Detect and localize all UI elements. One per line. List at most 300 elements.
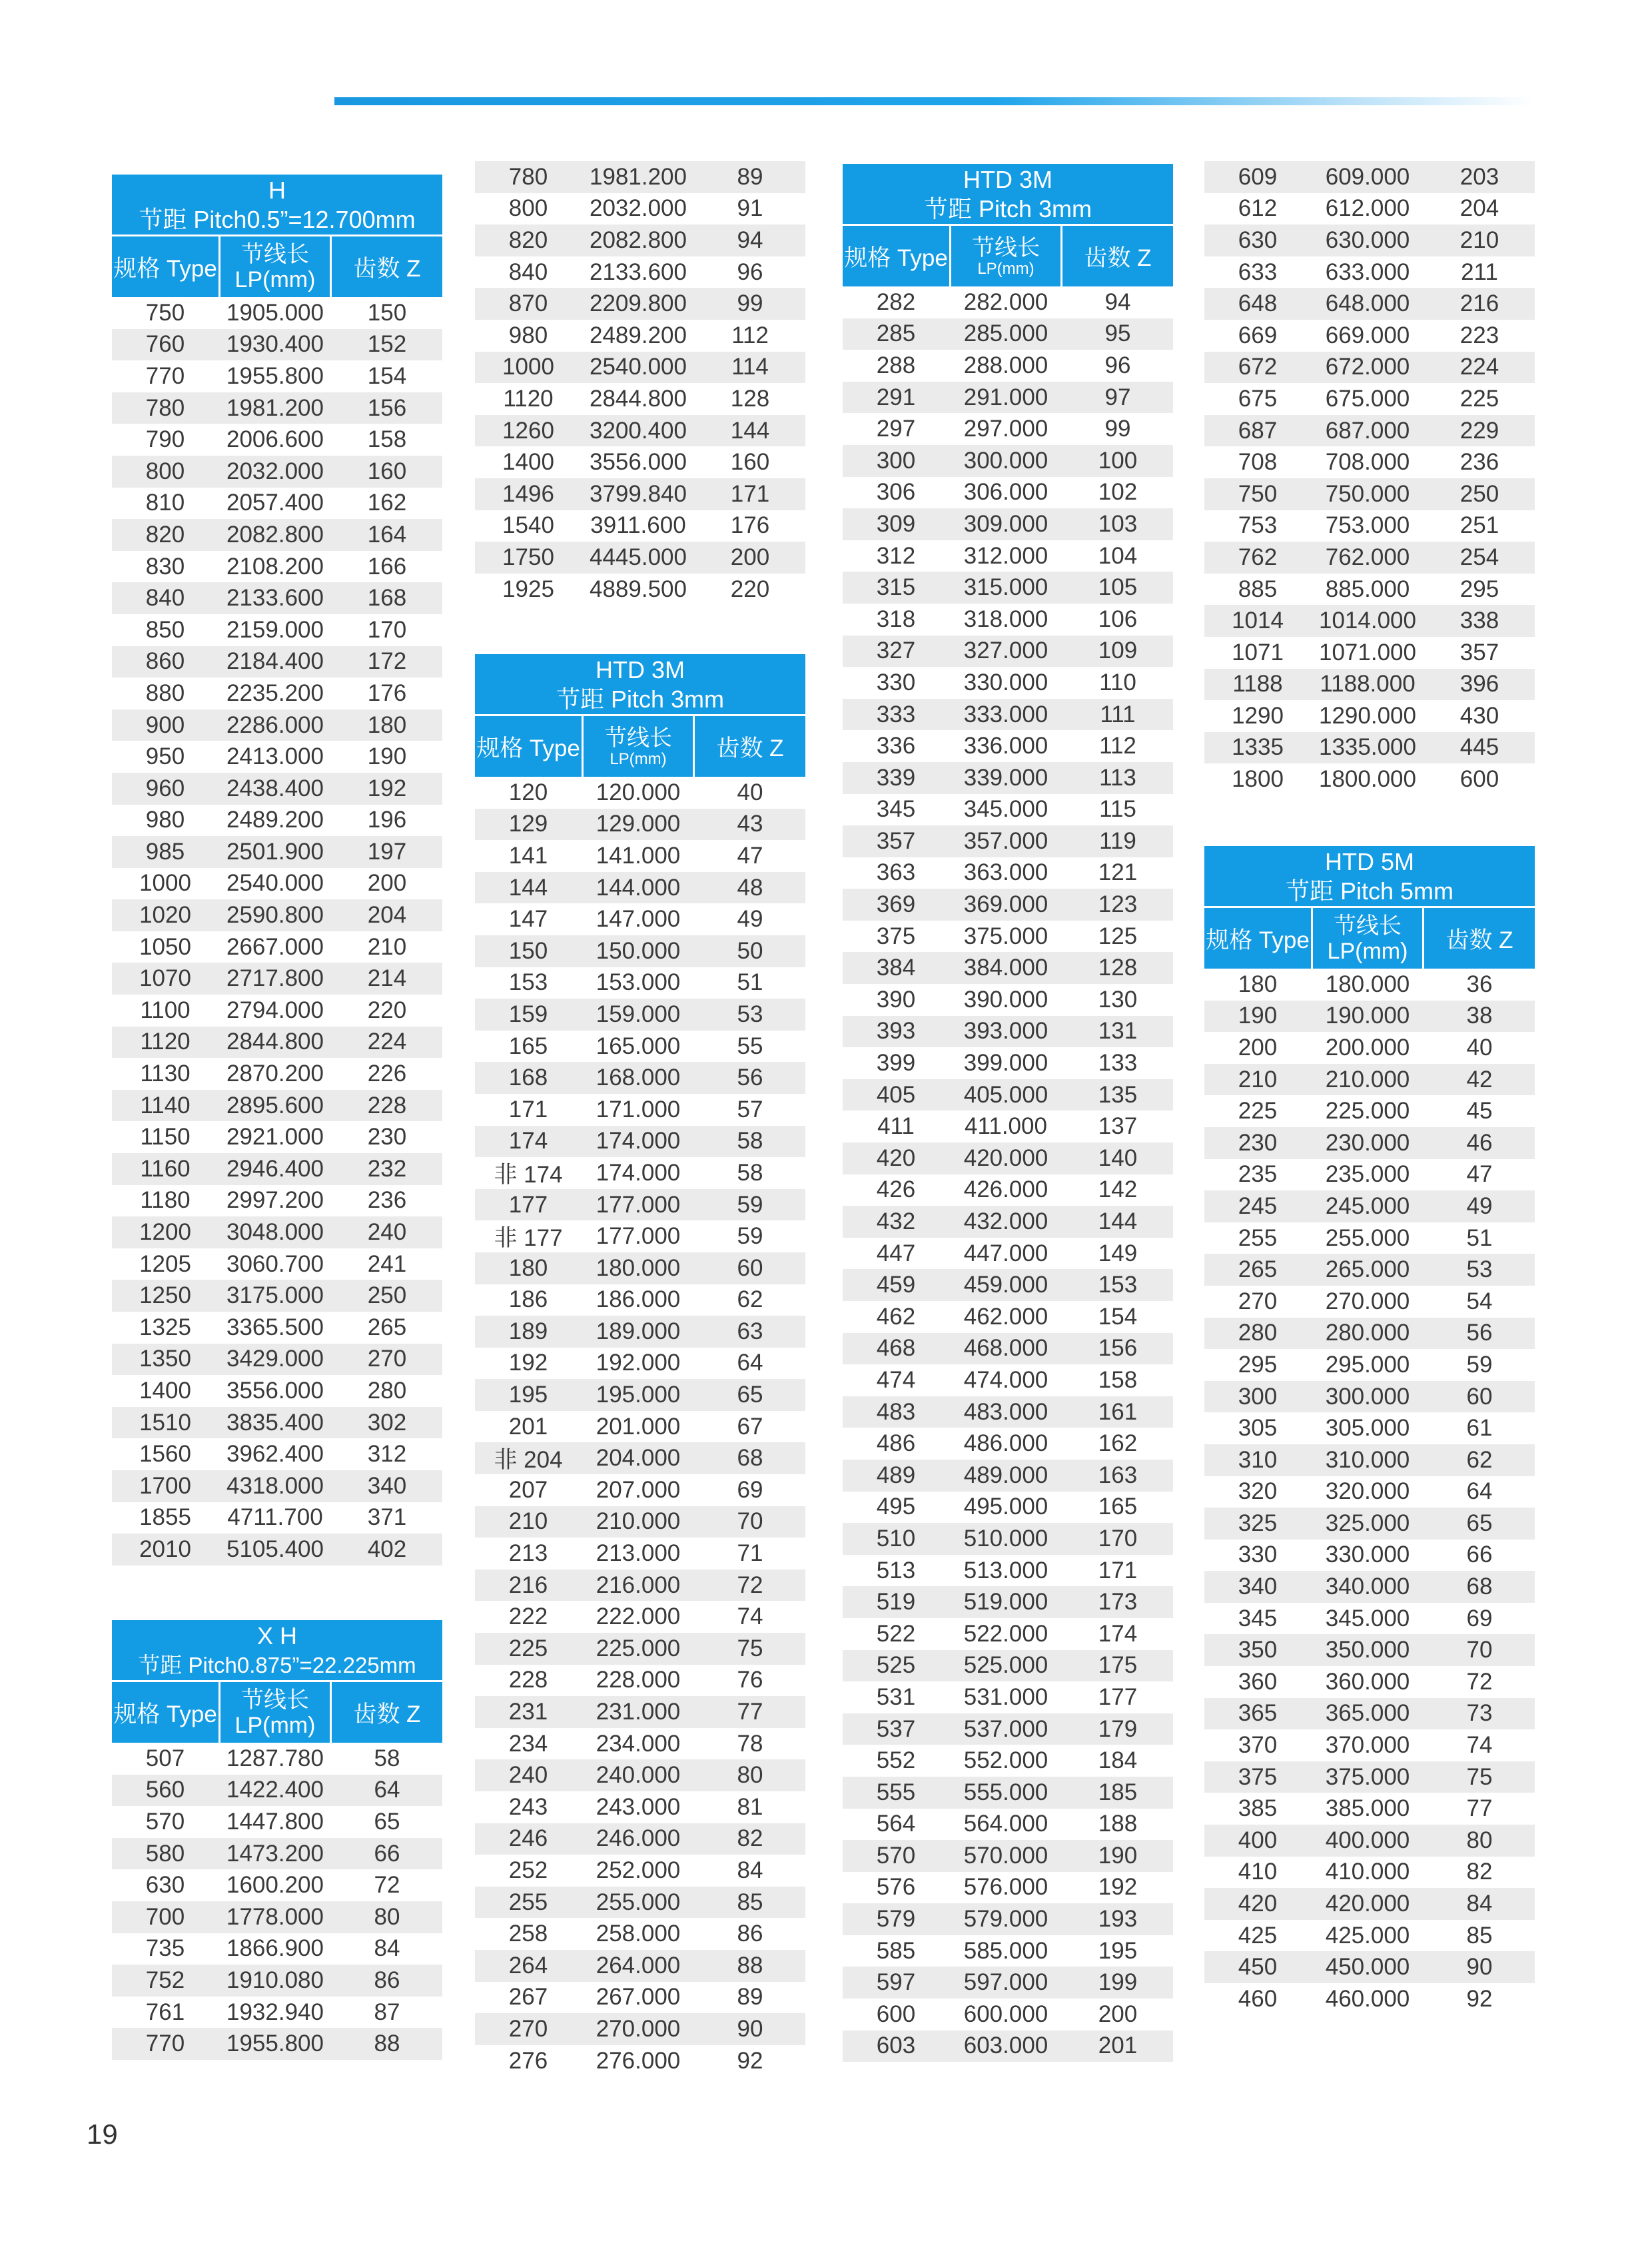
cell-type: 291 bbox=[876, 384, 916, 410]
cell-lp: 1071.000 bbox=[1319, 639, 1416, 666]
table-row bbox=[475, 256, 805, 288]
table-row bbox=[1204, 1222, 1535, 1254]
cell-teeth: 230 bbox=[367, 1124, 407, 1150]
cell-teeth: 600 bbox=[1459, 766, 1499, 793]
cell-teeth: 97 bbox=[1104, 384, 1131, 410]
cell-teeth: 396 bbox=[1459, 671, 1499, 697]
table-row bbox=[475, 446, 805, 478]
cell-type: 390 bbox=[876, 986, 916, 1013]
cell-type: 489 bbox=[876, 1462, 916, 1488]
cell-type: 309 bbox=[876, 510, 916, 537]
table-row bbox=[1204, 1412, 1535, 1444]
cell-type: 1160 bbox=[140, 1155, 191, 1182]
cell-type: 234 bbox=[508, 1730, 548, 1757]
table-row bbox=[112, 836, 442, 868]
cell-teeth: 38 bbox=[1466, 1003, 1493, 1029]
table-row bbox=[1204, 1381, 1535, 1413]
cell-type: 300 bbox=[876, 447, 916, 474]
cell-lp: 300.000 bbox=[963, 447, 1048, 474]
cell-type: 1130 bbox=[140, 1061, 191, 1087]
cell-teeth: 59 bbox=[737, 1191, 763, 1218]
col-header-teeth: 齿数 Z bbox=[1084, 244, 1152, 271]
cell-lp: 2108.200 bbox=[226, 553, 324, 580]
table-title: HTD 3M bbox=[843, 164, 1173, 195]
cell-teeth: 100 bbox=[1098, 447, 1138, 474]
cell-teeth: 113 bbox=[1099, 764, 1136, 791]
cell-teeth: 66 bbox=[374, 1840, 400, 1867]
cell-lp: 2057.400 bbox=[226, 490, 324, 516]
table-row bbox=[1204, 542, 1535, 574]
col-header-teeth: 齿数 Z bbox=[353, 1701, 421, 1727]
cell-type: 282 bbox=[876, 288, 916, 315]
cell-type: 1140 bbox=[140, 1092, 191, 1119]
cell-type: 325 bbox=[1238, 1510, 1278, 1536]
table-row bbox=[843, 857, 1173, 889]
cell-lp: 495.000 bbox=[963, 1494, 1048, 1520]
table-row bbox=[475, 2013, 805, 2045]
table-row bbox=[475, 542, 805, 574]
cell-type: 753 bbox=[1238, 512, 1278, 539]
cell-teeth: 190 bbox=[367, 743, 407, 770]
cell-lp: 2006.600 bbox=[226, 426, 324, 453]
table-row bbox=[475, 967, 805, 999]
table-row bbox=[475, 1950, 805, 1982]
cell-type: 363 bbox=[876, 859, 916, 886]
cell-lp: 633.000 bbox=[1325, 258, 1410, 285]
cell-lp: 2590.800 bbox=[226, 902, 324, 929]
cell-lp: 180.000 bbox=[596, 1254, 681, 1281]
cell-lp: 648.000 bbox=[1325, 290, 1410, 317]
cell-lp: 1981.200 bbox=[226, 394, 324, 421]
cell-type: 305 bbox=[1238, 1415, 1278, 1442]
table-title: H bbox=[112, 175, 442, 205]
table-row bbox=[475, 935, 805, 967]
cell-type: 576 bbox=[876, 1874, 916, 1901]
cell-teeth: 210 bbox=[367, 933, 407, 960]
table-row bbox=[475, 320, 805, 352]
cell-type: 537 bbox=[876, 1715, 916, 1742]
cell-type: 770 bbox=[145, 2030, 185, 2057]
cell-type: 288 bbox=[876, 352, 916, 378]
cell-lp: 885.000 bbox=[1325, 576, 1410, 602]
cell-lp: 285.000 bbox=[963, 320, 1048, 347]
cell-teeth: 59 bbox=[737, 1223, 763, 1250]
cell-type: 330 bbox=[876, 669, 916, 695]
cell-teeth: 121 bbox=[1098, 859, 1138, 886]
table-row bbox=[1204, 700, 1535, 732]
table-row bbox=[1204, 352, 1535, 384]
table-row bbox=[1204, 1857, 1535, 1889]
col-header-lp-top: 节线长 bbox=[1334, 913, 1402, 939]
cell-type: 597 bbox=[876, 1969, 916, 1996]
cell-teeth: 228 bbox=[367, 1092, 407, 1119]
table-row bbox=[843, 1364, 1173, 1396]
table-row bbox=[1204, 1064, 1535, 1096]
table-htd3m-a bbox=[475, 654, 805, 2076]
table-row bbox=[1204, 669, 1535, 701]
cell-teeth: 190 bbox=[1098, 1842, 1138, 1869]
cell-lp: 174.000 bbox=[596, 1159, 681, 1186]
col-header-type: 规格 Type bbox=[844, 244, 948, 271]
cell-type: 144 bbox=[508, 874, 548, 901]
cell-teeth: 87 bbox=[374, 1999, 400, 2025]
cell-teeth: 185 bbox=[1098, 1779, 1138, 1805]
cell-teeth: 74 bbox=[737, 1603, 763, 1630]
table-row bbox=[843, 1713, 1173, 1745]
cell-teeth: 49 bbox=[737, 906, 763, 933]
cell-teeth: 51 bbox=[737, 969, 763, 996]
cell-type: 270 bbox=[1238, 1288, 1278, 1314]
cell-type: 410 bbox=[1238, 1859, 1278, 1885]
cell-lp: 245.000 bbox=[1325, 1192, 1410, 1219]
cell-lp: 609.000 bbox=[1325, 163, 1410, 190]
table-row bbox=[1204, 574, 1535, 606]
cell-teeth: 128 bbox=[730, 385, 770, 412]
cell-type: 147 bbox=[508, 906, 548, 933]
cell-type: 840 bbox=[145, 585, 185, 612]
cell-lp: 333.000 bbox=[963, 701, 1048, 727]
cell-type: 570 bbox=[876, 1842, 916, 1869]
cell-teeth: 280 bbox=[367, 1377, 407, 1404]
table-row bbox=[843, 762, 1173, 794]
cell-teeth: 77 bbox=[737, 1699, 763, 1725]
cell-type: 1205 bbox=[139, 1250, 191, 1277]
cell-teeth: 250 bbox=[367, 1282, 407, 1309]
cell-lp: 1290.000 bbox=[1319, 702, 1416, 729]
cell-teeth: 67 bbox=[737, 1413, 763, 1440]
cell-lp: 2946.400 bbox=[226, 1155, 324, 1182]
cell-lp: 390.000 bbox=[963, 986, 1048, 1013]
cell-teeth: 45 bbox=[1466, 1098, 1493, 1124]
cell-lp: 325.000 bbox=[1325, 1510, 1410, 1536]
cell-teeth: 142 bbox=[1098, 1176, 1138, 1203]
cell-lp: 459.000 bbox=[963, 1272, 1048, 1298]
table-row bbox=[1204, 478, 1535, 510]
cell-type: 306 bbox=[876, 479, 916, 506]
cell-teeth: 105 bbox=[1098, 574, 1138, 601]
cell-teeth: 110 bbox=[1099, 669, 1136, 695]
table-row bbox=[475, 1220, 805, 1252]
cell-lp: 216.000 bbox=[596, 1571, 681, 1598]
cell-type: 580 bbox=[145, 1840, 185, 1867]
table-row bbox=[475, 1157, 805, 1189]
cell-lp: 320.000 bbox=[1325, 1478, 1410, 1505]
cell-type: 1290 bbox=[1232, 702, 1284, 729]
table-row bbox=[475, 1759, 805, 1791]
cell-type: 213 bbox=[508, 1540, 548, 1567]
table-row bbox=[843, 445, 1173, 477]
cell-lp: 2489.200 bbox=[226, 807, 324, 833]
table-row bbox=[475, 903, 805, 935]
cell-teeth: 211 bbox=[1461, 258, 1498, 285]
cell-lp: 411.000 bbox=[965, 1113, 1047, 1140]
cell-teeth: 88 bbox=[737, 1952, 763, 1979]
cell-lp: 4711.700 bbox=[227, 1504, 323, 1531]
cell-teeth: 402 bbox=[367, 1536, 407, 1562]
table-row bbox=[475, 1126, 805, 1158]
cell-lp: 336.000 bbox=[963, 733, 1048, 759]
cell-teeth: 270 bbox=[367, 1346, 407, 1372]
table-row bbox=[475, 1031, 805, 1063]
cell-teeth: 58 bbox=[737, 1159, 763, 1186]
cell-type: 393 bbox=[876, 1018, 916, 1045]
cell-teeth: 240 bbox=[367, 1219, 407, 1246]
table-row bbox=[843, 1047, 1173, 1079]
cell-teeth: 241 bbox=[367, 1250, 407, 1277]
table-row bbox=[112, 1407, 442, 1439]
cell-type: 295 bbox=[1238, 1351, 1278, 1378]
cell-type: 850 bbox=[145, 616, 185, 643]
table-row bbox=[475, 2045, 805, 2077]
cell-type: 1000 bbox=[502, 354, 554, 380]
cell-lp: 192.000 bbox=[596, 1350, 681, 1376]
cell-type: 579 bbox=[876, 1906, 916, 1933]
table-row bbox=[843, 318, 1173, 350]
cell-teeth: 156 bbox=[367, 394, 407, 421]
cell-teeth: 158 bbox=[1098, 1366, 1138, 1393]
cell-lp: 597.000 bbox=[963, 1969, 1048, 1996]
cell-lp: 513.000 bbox=[963, 1557, 1048, 1583]
table-row bbox=[843, 1238, 1173, 1270]
cell-type: 201 bbox=[508, 1413, 548, 1440]
cell-type: 159 bbox=[508, 1001, 548, 1027]
cell-lp: 171.000 bbox=[596, 1096, 681, 1122]
cell-lp: 153.000 bbox=[596, 969, 681, 996]
cell-type: 486 bbox=[876, 1430, 916, 1457]
cell-type: 1400 bbox=[139, 1377, 191, 1404]
cell-lp: 552.000 bbox=[963, 1747, 1048, 1774]
table-row bbox=[1204, 1920, 1535, 1952]
cell-teeth: 119 bbox=[1099, 827, 1136, 854]
cell-type: 171 bbox=[508, 1096, 548, 1122]
cell-type: 459 bbox=[876, 1272, 916, 1298]
cell-lp: 603.000 bbox=[963, 2032, 1048, 2059]
cell-teeth: 162 bbox=[367, 490, 407, 516]
cell-lp: 129.000 bbox=[596, 811, 681, 837]
col-header-type: 规格 Type bbox=[113, 255, 217, 282]
table-subtitle: 节距 Pitch 5mm bbox=[1204, 877, 1535, 906]
cell-lp: 450.000 bbox=[1325, 1954, 1410, 1981]
cell-lp: 234.000 bbox=[596, 1730, 681, 1757]
cell-teeth: 224 bbox=[367, 1029, 407, 1055]
cell-teeth: 59 bbox=[1466, 1351, 1493, 1378]
cell-type: 400 bbox=[1238, 1827, 1278, 1853]
cell-teeth: 94 bbox=[737, 226, 763, 253]
table-row bbox=[1204, 1761, 1535, 1793]
cell-lp: 3556.000 bbox=[226, 1377, 324, 1404]
cell-teeth: 64 bbox=[1466, 1478, 1493, 1505]
col-header-lp bbox=[949, 226, 1062, 286]
table-row bbox=[1204, 1476, 1535, 1508]
cell-type: 1180 bbox=[140, 1187, 191, 1214]
cell-type: 180 bbox=[508, 1254, 548, 1281]
table-row bbox=[475, 1094, 805, 1126]
cell-teeth: 223 bbox=[1459, 322, 1499, 348]
table-row bbox=[475, 1823, 805, 1855]
cell-teeth: 55 bbox=[737, 1033, 763, 1059]
cell-lp: 2540.000 bbox=[226, 870, 324, 897]
table-row bbox=[475, 1442, 805, 1474]
cell-type: 210 bbox=[508, 1508, 548, 1535]
cell-lp: 2895.600 bbox=[226, 1092, 324, 1119]
cell-lp: 318.000 bbox=[963, 606, 1048, 632]
cell-type: 447 bbox=[876, 1240, 916, 1266]
cell-type: 297 bbox=[876, 416, 916, 442]
table-row bbox=[112, 1438, 442, 1470]
col-header-teeth: 齿数 Z bbox=[353, 255, 421, 282]
cell-lp: 1866.900 bbox=[226, 1935, 324, 1962]
cell-lp: 270.000 bbox=[1325, 1288, 1410, 1314]
cell-lp: 570.000 bbox=[963, 1842, 1048, 1869]
col-header-lp-top: 节线长 bbox=[241, 241, 309, 267]
cell-lp: 1905.000 bbox=[226, 299, 324, 326]
cell-type: 255 bbox=[1238, 1224, 1278, 1251]
cell-type: 1925 bbox=[502, 576, 554, 602]
cell-teeth: 192 bbox=[1098, 1874, 1138, 1901]
cell-type: 790 bbox=[145, 426, 185, 453]
cell-teeth: 92 bbox=[737, 2047, 763, 2074]
table-row bbox=[112, 1965, 442, 1997]
cell-type: 1335 bbox=[1232, 734, 1284, 761]
cell-teeth: 75 bbox=[1466, 1763, 1493, 1790]
cell-type: 570 bbox=[145, 1808, 185, 1835]
table-row bbox=[1204, 256, 1535, 288]
cell-lp: 177.000 bbox=[596, 1191, 681, 1218]
cell-type: 非 174 bbox=[494, 1161, 563, 1188]
table-row bbox=[112, 899, 442, 931]
cell-type: 633 bbox=[1238, 258, 1278, 285]
cell-lp: 228.000 bbox=[596, 1667, 681, 1693]
table-row bbox=[1204, 763, 1535, 795]
cell-type: 585 bbox=[876, 1937, 916, 1964]
cell-teeth: 158 bbox=[367, 426, 407, 453]
cell-type: 285 bbox=[876, 320, 916, 347]
cell-lp: 174.000 bbox=[596, 1128, 681, 1154]
table-row bbox=[112, 1997, 442, 2028]
table-row bbox=[843, 794, 1173, 826]
table-row bbox=[475, 574, 805, 606]
cell-teeth: 229 bbox=[1459, 417, 1499, 444]
cell-lp: 305.000 bbox=[1325, 1415, 1410, 1442]
cell-teeth: 68 bbox=[737, 1445, 763, 1472]
cell-type: 1750 bbox=[502, 544, 554, 570]
cell-lp: 4318.000 bbox=[226, 1472, 324, 1499]
cell-lp: 2184.400 bbox=[226, 648, 324, 675]
cell-teeth: 71 bbox=[737, 1540, 763, 1567]
cell-type: 820 bbox=[508, 226, 548, 253]
cell-teeth: 130 bbox=[1098, 986, 1138, 1013]
cell-lp: 600.000 bbox=[963, 2001, 1048, 2027]
cell-teeth: 86 bbox=[737, 1921, 763, 1947]
table-header-row bbox=[112, 234, 442, 297]
cell-type: 153 bbox=[508, 969, 548, 996]
cell-type: 300 bbox=[1238, 1383, 1278, 1410]
table-row bbox=[843, 350, 1173, 382]
cell-teeth: 69 bbox=[1466, 1605, 1493, 1631]
cell-teeth: 133 bbox=[1098, 1050, 1138, 1077]
cell-lp: 282.000 bbox=[963, 288, 1048, 315]
cell-lp: 2413.000 bbox=[226, 743, 324, 770]
cell-lp: 330.000 bbox=[963, 669, 1048, 695]
cell-type: 240 bbox=[508, 1762, 548, 1789]
cell-type: 255 bbox=[508, 1889, 548, 1915]
table-row bbox=[1204, 320, 1535, 352]
table-row bbox=[112, 551, 442, 583]
cell-lp: 750.000 bbox=[1325, 480, 1410, 507]
table-row bbox=[112, 773, 442, 805]
cell-lp: 612.000 bbox=[1325, 195, 1410, 222]
cell-teeth: 54 bbox=[1466, 1288, 1493, 1314]
cell-lp: 579.000 bbox=[963, 1906, 1048, 1933]
table-row bbox=[1204, 1571, 1535, 1603]
cell-type: 375 bbox=[1238, 1763, 1278, 1790]
cell-type: 318 bbox=[876, 606, 916, 632]
cell-lp: 120.000 bbox=[596, 779, 681, 805]
cell-lp: 432.000 bbox=[963, 1208, 1048, 1235]
cell-type: 192 bbox=[508, 1350, 548, 1376]
table-row bbox=[475, 1189, 805, 1221]
cell-type: 885 bbox=[1238, 576, 1278, 602]
cell-teeth: 251 bbox=[1459, 512, 1499, 539]
cell-lp: 222.000 bbox=[596, 1603, 681, 1630]
table-htd3m-b bbox=[843, 164, 1173, 2062]
cell-type: 120 bbox=[508, 779, 548, 805]
cell-teeth: 112 bbox=[1099, 733, 1136, 759]
cell-type: 780 bbox=[508, 163, 548, 190]
cell-lp: 385.000 bbox=[1325, 1795, 1410, 1822]
cell-type: 1250 bbox=[139, 1282, 191, 1309]
table-body bbox=[475, 161, 805, 605]
cell-teeth: 99 bbox=[1104, 416, 1131, 442]
cell-type: 519 bbox=[876, 1589, 916, 1615]
cell-teeth: 171 bbox=[1098, 1557, 1138, 1583]
cell-lp: 357.000 bbox=[963, 827, 1048, 854]
cell-type: 468 bbox=[876, 1335, 916, 1362]
cell-type: 129 bbox=[508, 811, 548, 837]
cell-teeth: 61 bbox=[1466, 1415, 1493, 1442]
cell-type: 267 bbox=[508, 1984, 548, 2011]
table-row bbox=[112, 1869, 442, 1901]
cell-lp: 246.000 bbox=[596, 1825, 681, 1852]
table-row bbox=[475, 1570, 805, 1601]
cell-type: 384 bbox=[876, 955, 916, 981]
cell-type: 399 bbox=[876, 1050, 916, 1077]
table-row bbox=[1204, 1603, 1535, 1635]
cell-teeth: 82 bbox=[737, 1825, 763, 1852]
table-title: X H bbox=[112, 1620, 442, 1651]
table-row bbox=[112, 1027, 442, 1059]
cell-teeth: 254 bbox=[1459, 544, 1499, 570]
cell-teeth: 144 bbox=[730, 417, 770, 444]
cell-lp: 460.000 bbox=[1325, 1985, 1410, 2012]
table-row bbox=[1204, 1983, 1535, 2015]
cell-lp: 2133.600 bbox=[590, 258, 687, 285]
cell-lp: 291.000 bbox=[963, 384, 1048, 410]
cell-lp: 3048.000 bbox=[226, 1219, 324, 1246]
cell-lp: 213.000 bbox=[596, 1540, 681, 1567]
table-row bbox=[1204, 1793, 1535, 1825]
cell-teeth: 60 bbox=[737, 1254, 763, 1281]
cell-teeth: 84 bbox=[737, 1857, 763, 1883]
col-header-lp bbox=[1311, 908, 1424, 969]
cell-teeth: 85 bbox=[1466, 1922, 1493, 1949]
cell-teeth: 371 bbox=[367, 1504, 407, 1531]
col-header-lp-bottom: LP(mm) bbox=[977, 259, 1034, 278]
cell-type: 345 bbox=[876, 796, 916, 823]
cell-type: 216 bbox=[508, 1571, 548, 1598]
cell-teeth: 74 bbox=[1466, 1732, 1493, 1759]
cell-lp: 3799.840 bbox=[590, 480, 687, 507]
